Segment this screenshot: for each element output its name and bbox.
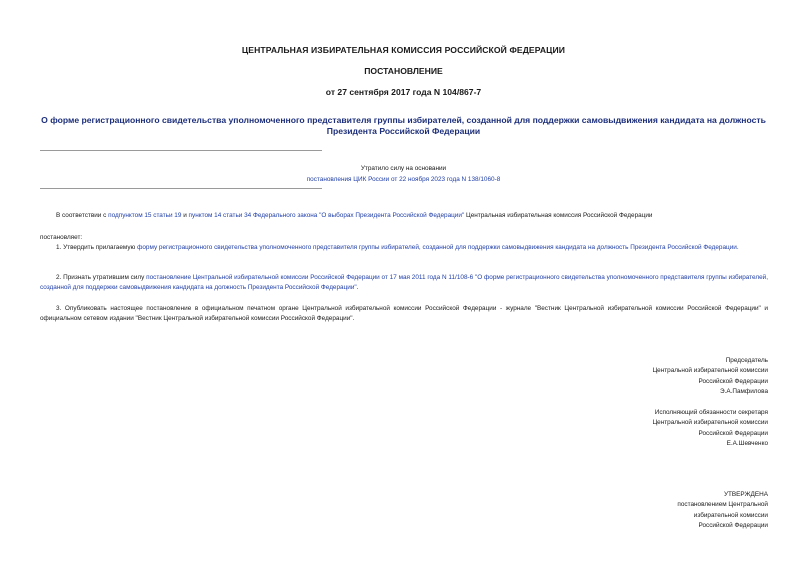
validity-note-text: Утратило силу на основании xyxy=(360,165,447,172)
item-1-form-link[interactable]: форму регистрационного свидетельства уполномоченного представителя группы избирателей, созданной для поддержки самовыдвижения кандидата на должность Президента Российской Федерации xyxy=(137,244,737,251)
item-2-text: 2. Признать утратившим силу xyxy=(56,274,147,281)
approval-block xyxy=(468,490,768,531)
chair-signature-block xyxy=(468,356,768,397)
item-1-text: 1. Утвердить прилагаемую xyxy=(56,244,138,251)
item-2-resolution-link[interactable]: постановление Центральной избирательной комиссии Российской Федерации от 17 мая 2011 года N 11/108-6 "О форме регистрационного свидетельства уполномоченного представителя группы избирателей, созданной для поддержки самовыдвижения кандидата на должность Президента Российской Федерации" xyxy=(40,274,768,291)
chair-position-line3: Российской Федерации xyxy=(698,377,768,385)
preamble-text-start: В соответствии с xyxy=(56,212,109,219)
secretary-position-line3: Российской Федерации xyxy=(698,429,768,437)
bottom-divider xyxy=(40,188,322,189)
item-2-text-end: . xyxy=(356,283,359,291)
item-3-paragraph: 3. Опубликовать настоящее постановление в официальном печатном органе Центральной избирательной комиссии Российской Федерации - журнале "Вестник Центральной избирательной комиссии Российской Федерации" и официальном сетевом издании "Вестник Центральной избирательной комиссии Российской Федерации". xyxy=(40,305,768,322)
preamble-text-middle: и xyxy=(181,212,189,219)
secretary-position-line1: Исполняющий обязанности секретаря xyxy=(654,409,768,416)
approval-line3: избирательной комиссии xyxy=(693,511,768,519)
item-1-text-end: . xyxy=(736,244,739,251)
approval-line4: Российской Федерации xyxy=(698,521,768,529)
chair-name: Э.А.Памфилова xyxy=(719,387,768,395)
secretary-name: Е.А.Шевченко xyxy=(726,439,768,447)
chair-position-line1: Председатель xyxy=(725,357,768,364)
chair-position-line2: Центральной избирательной комиссии xyxy=(652,367,768,375)
item-2-paragraph xyxy=(40,273,768,293)
document-title: О форме регистрационного свидетельства уполномоченного представителя группы избирателей, созданной для поддержки самовыдвижения кандидата на должность Президента Российской Федерации xyxy=(41,115,766,136)
approval-line2: постановлением Центральной xyxy=(677,501,768,509)
item-1-paragraph xyxy=(40,243,768,253)
preamble-text-end: Центральная избирательная комиссия Российской Федерации xyxy=(464,212,653,219)
approval-heading: УТВЕРЖДЕНА xyxy=(723,491,768,498)
secretary-position-line2: Центральной избирательной комиссии xyxy=(652,419,768,427)
preamble-paragraph xyxy=(40,211,768,221)
secretary-signature-block xyxy=(468,408,768,449)
preamble-link-law[interactable]: пунктом 14 статьи 34 Федерального закона "О выборах Президента Российской Федерации" xyxy=(188,212,465,219)
preamble-link-subpoint[interactable]: подпунктом 15 статьи 19 xyxy=(108,212,182,219)
top-divider xyxy=(40,150,322,151)
document-date-number: от 27 сентября 2017 года N 104/867-7 xyxy=(325,87,482,97)
organization-heading: ЦЕНТРАЛЬНАЯ ИЗБИРАТЕЛЬНАЯ КОМИССИЯ РОССИЙСКОЙ ФЕДЕРАЦИИ xyxy=(241,45,566,55)
decree-word: постановляет: xyxy=(40,234,83,241)
validity-note xyxy=(0,163,807,185)
validity-note-link[interactable]: постановления ЦИК России от 22 ноября 2023 года N 138/1060-8 xyxy=(306,176,501,183)
document-type-heading: ПОСТАНОВЛЕНИЕ xyxy=(364,66,443,76)
